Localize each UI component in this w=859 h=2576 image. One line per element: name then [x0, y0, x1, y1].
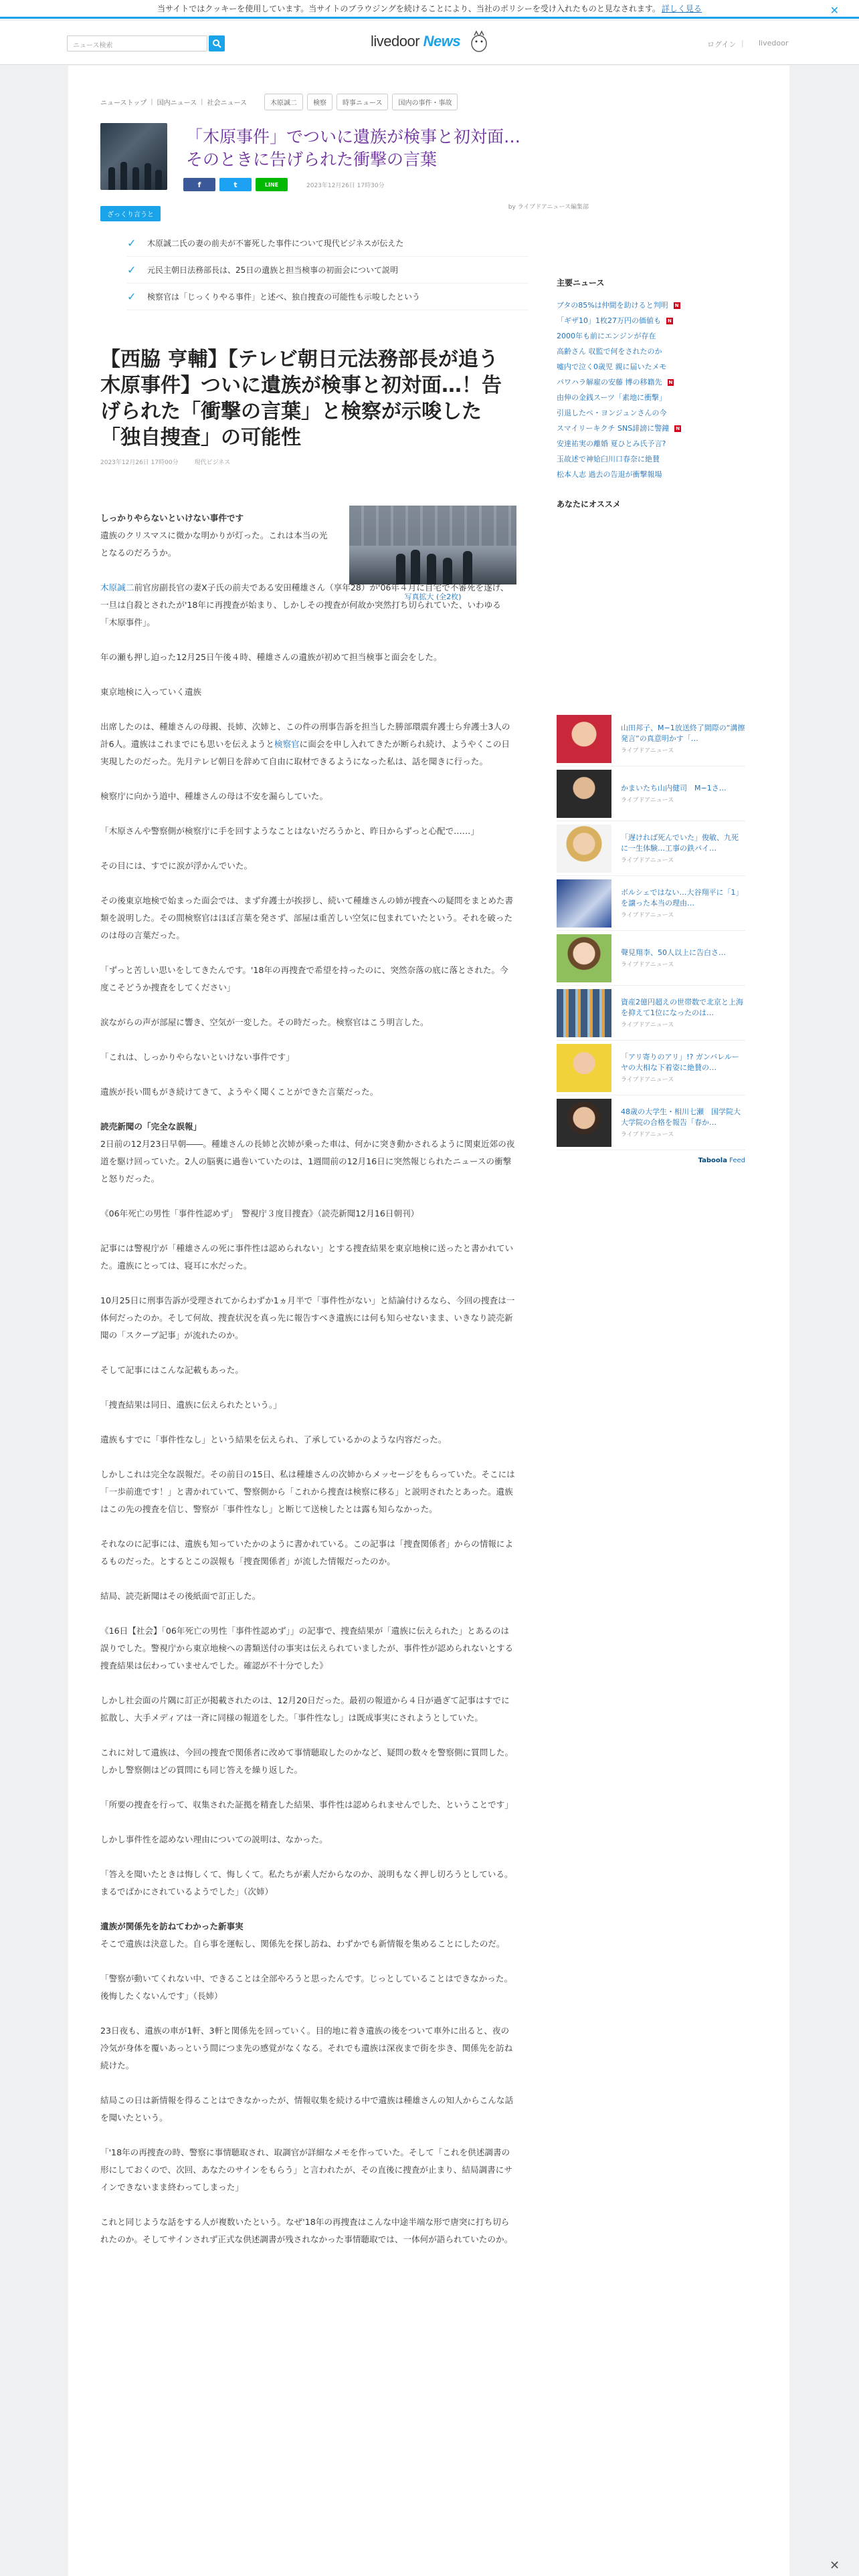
- ranking-item-label: 由伸の金銭スーツ「素地に衝撃」: [557, 393, 667, 402]
- tag[interactable]: 国内の事件・事故: [392, 94, 458, 110]
- ranking-item-label: 嘘内で泣く0歳児 親に届いたメモ: [557, 362, 667, 371]
- recommend-title-text[interactable]: 資産2億円超えの世帯数で北京と上海を抑えて1位になったのは…: [621, 998, 743, 1017]
- tag[interactable]: 検察: [307, 94, 332, 110]
- search-icon: [212, 39, 221, 48]
- breadcrumb-separator: |: [151, 98, 153, 106]
- body-paragraph: しかしこれは完全な誤報だ。その前日の15日、私は種雄さんの次姉からメッセージをもらっていた。そこには「一歩前進です！」と書かれていて、警察側から「これから捜査は検察に移る」と説明されたとあった。遺族はこの先の捜査を信じ、警察が「事件性なし」と断じて送検したとは露も知らなかった。: [100, 1469, 515, 1514]
- ranking-list: [557, 298, 745, 482]
- ranking-item[interactable]: [557, 451, 745, 467]
- body-paragraph: 「これは、しっかりやらないといけない事件です」: [100, 1052, 294, 1062]
- recommend-source: ライブドアニュース: [621, 1132, 674, 1138]
- facebook-share-button[interactable]: f: [183, 178, 215, 191]
- ranking-item-label: 玉故述で神姶臼川口春奈に絶賛: [557, 455, 660, 463]
- recommend-source: ライブドアニュース: [621, 962, 674, 968]
- recommend-source: ライブドアニュース: [621, 797, 674, 804]
- recommend-source: ライブドアニュース: [621, 912, 674, 919]
- body-paragraph: そして記事にはこんな記載もあった。: [100, 1365, 244, 1375]
- article-thumbnail[interactable]: [100, 123, 167, 190]
- search-button[interactable]: [209, 35, 225, 51]
- ranking-item[interactable]: [557, 405, 745, 421]
- recommend-title-text[interactable]: 48歳の大学生・相川七瀬 国学院大大学院の合格を報告「春か…: [621, 1107, 741, 1127]
- ranking-item[interactable]: [557, 344, 745, 359]
- body-paragraph: 「ずっと苦しい思いをしてきたんです。'18年の再捜査で希望を持ったのに、突然奈落の底に落とされた。今度こそどうか捜査をしてください」: [100, 965, 508, 992]
- divider: |: [741, 39, 744, 47]
- ranking-item[interactable]: [557, 298, 745, 313]
- body-paragraph: 年の瀬も押し迫った12月25日午後４時、種雄さんの遺族が初めて担当検事と面会をした。: [100, 652, 442, 662]
- check-icon: ✓: [127, 263, 136, 276]
- site-header: [0, 21, 859, 65]
- summary-item: ✓ 木原誠二氏の妻の前夫が不審死した事件について現代ビジネスが伝えた: [127, 230, 529, 257]
- recommend-thumbnail[interactable]: [557, 1099, 611, 1147]
- tag[interactable]: 木原誠二: [264, 94, 303, 110]
- recommend-thumbnail[interactable]: [557, 715, 611, 763]
- body-paragraph: 「所要の捜査を行って、収集された証拠を精査した結果、事件性は認められませんでした、ということです」: [100, 1800, 513, 1810]
- tag[interactable]: 時事ニュース: [337, 94, 389, 110]
- body-heading: 読売新聞の「完全な誤報」: [100, 1121, 202, 1132]
- body-paragraph: 木原誠二前官房副長官の妻X子氏の前夫である安田種雄さん（享年28）が'06年４月に自宅で不審死を遂げ、一旦は自殺とされたが'18年に再捜査が始まり、しかしその捜査が何故か突然打ち切られていた、いわゆる「木原事件」。: [100, 582, 509, 627]
- body-paragraph: 東京地検に入っていく遺族: [100, 687, 202, 697]
- article-title: 「木原事件」でついに遺族が検事と初対面…そのときに告げられた衝撃の言葉: [186, 127, 521, 169]
- ranking-item[interactable]: [557, 359, 745, 374]
- ranking-item[interactable]: [557, 328, 745, 344]
- body-paragraph: 遺族が長い間もがき続けてきて、ようやく聞くことができた言葉だった。: [100, 1087, 379, 1097]
- recommend-thumbnail[interactable]: [557, 825, 611, 873]
- body-paragraph: しかし社会面の片隅に訂正が掲載されたのは、12月20日だった。最初の報道から４日が過ぎて記事はすでに拡散し、大手メディアは一斉に同様の報道をした。「事件性なし」は既成事実にされようとしていた。: [100, 1695, 510, 1723]
- breadcrumb: [100, 94, 458, 110]
- breadcrumb-separator: |: [201, 98, 203, 106]
- recommend-source: ライブドアニュース: [621, 1022, 674, 1029]
- recommend-item[interactable]: [557, 766, 745, 821]
- body-paragraph: 結局この日は新情報を得ることはできなかったが、情報収集を続ける中で遺族は種雄さんの知人からこんな話を聞いたという。: [100, 2095, 514, 2123]
- cookie-more-link[interactable]: 詳しく見る: [661, 4, 702, 13]
- article-source: by ライブドアニュース編集部: [508, 204, 589, 211]
- new-badge-icon: N: [668, 379, 673, 385]
- recommend-item[interactable]: [557, 876, 745, 931]
- body-paragraph: これに対して遺族は、今回の捜査で関係者に改めて事情聴取したのかなど、疑問の数々を警察側に質問した。しかし警察側はどの質問にも同じ答えを繰り返した。: [100, 1747, 514, 1775]
- body-paragraph: その後東京地検で始まった面会では、まず弁護士が挨拶し、続いて種雄さんの姉が捜査への疑問をまとめた書類を説明した。その間検察官はほぼ言葉を発さず、部屋は重苦しい空気に包まれていたという。それを破ったのは母の言葉だった。: [100, 895, 514, 940]
- body-paragraph: 涙ながらの声が部屋に響き、空気が一変した。その時だった。検察官はこう明言した。: [100, 1017, 429, 1027]
- recommend-thumbnail[interactable]: [557, 770, 611, 818]
- body-paragraph: 遺族のクリスマスに微かな明かりが灯った。これは本当の光となるのだろうか。: [100, 530, 328, 558]
- recommend-thumbnail[interactable]: [557, 934, 611, 982]
- site-logo[interactable]: [371, 33, 460, 50]
- body-paragraph: それなのに記事には、遺族も知っていたかのように書かれている。この記事は「捜査関係者」からの情報によるものだった。とするとこの誤報も「捜査関係者」が流した情報だったのか。: [100, 1539, 514, 1566]
- recommend-title: あなたにオススメ: [557, 500, 621, 509]
- ranking-item[interactable]: [557, 436, 745, 451]
- ranking-title: 主要ニュース: [557, 278, 605, 288]
- body-paragraph: 「木原さんや警察側が検察庁に手を回すようなことはないだろうかと、昨日からずっと心配で……」: [100, 826, 479, 836]
- ranking-item-label: 松本人志 過去の告退が衝撃報場: [557, 470, 662, 479]
- body-paragraph: 「捜査結果は同日、遺族に伝えられたという。」: [100, 1400, 282, 1410]
- recommend-item[interactable]: [557, 1095, 745, 1150]
- body-paragraph: 《16日【社会】「06年死亡の男性「事件性認めず」」の記事で、捜査結果が「遺族に伝えられた」とあるのは誤りでした。警視庁から東京地検への書類送付の事実は伝えられていましたが、事件性が認められないとする捜査結果は伝わっていませんでした。確認が不十分でした》: [100, 1626, 514, 1671]
- ranking-item[interactable]: [557, 390, 745, 405]
- recommend-item[interactable]: [557, 1041, 745, 1095]
- recommend-thumbnail[interactable]: [557, 879, 611, 928]
- recommend-title-text[interactable]: 山田邦子、M−1放送終了間際の“溝擦発言”の真意明かす「…: [621, 724, 745, 743]
- body-heading: しっかりやらないといけない事件です: [100, 513, 244, 523]
- new-badge-icon: N: [668, 318, 672, 324]
- recommend-source: ライブドアニュース: [621, 857, 674, 864]
- recommend-item[interactable]: [557, 931, 745, 986]
- body-paragraph: 「答えを聞いたときは悔しくて、悔しくて。私たちが素人だからなのか、説明もなく押し切ろうとしている。まるでばかにされているようでした」（次姉）: [100, 1869, 513, 1897]
- meta-date: 2023年12月26日 17時00分: [100, 459, 179, 466]
- summary-item: ✓ 元民主朝日法務部長は、25日の遺族と担当検事の初面会について説明: [127, 257, 529, 284]
- close-icon[interactable]: ✕: [830, 4, 839, 17]
- recommend-title-text[interactable]: ボルシェではない…大谷翔平に「1」を譲った本当の理由…: [621, 888, 743, 907]
- recommend-source: ライブドアニュース: [621, 748, 674, 754]
- check-icon: ✓: [127, 290, 136, 303]
- body-paragraph: 「警察が動いてくれない中、できることは全部やろうと思ったんです。じっとしていることはできなかった。後悔したくないんです」（長姉）: [100, 1973, 513, 2001]
- body-paragraph: 23日夜も、遺族の車が1軒、3軒と関係先を回っていく。目的地に着き遺族の後をついて車外に出ると、夜の冷気が身体を覆いあっという間につま先の感覚がなくなる。それでも遺族は深夜まで街を歩き、関係先を訪ね続けた。: [100, 2026, 513, 2070]
- page-container: [68, 66, 789, 2576]
- ranking-item-label: 2000年も前にエンジンが存在: [557, 332, 656, 340]
- body-paragraph: 出席したのは、種雄さんの母親、長姉、次姉と、この件の刑事告訴を担当した勝部環震弁護士ら弁護士3人の計6人。遺族はこれまでにも思いを伝えようと検察官に面会を申し入れてきたが断られ続け、ようやくこの日実現したのだった。先月テレビ朝日を辞めて自由に取材できるようになった私は、話を聞きに行った。: [100, 722, 510, 766]
- recommend-source: ライブドアニュース: [621, 1077, 674, 1083]
- inline-link[interactable]: 検察官: [274, 739, 300, 749]
- recommend-thumbnail[interactable]: [557, 1044, 611, 1092]
- article-headline: 【西脇 亨輔】【テレビ朝日元法務部長が追う木原事件】ついに遺族が検事と初対面…！告げられた「衝撃の言葉」と検察が示唆した「独自捜査」の可能性: [100, 348, 502, 449]
- logo-news: News: [423, 33, 461, 49]
- cookie-text: 当サイトではクッキーを使用しています。当サイトのブラウジングを続けることにより、当社のポリシーを受け入れたものと見なされます。: [157, 4, 660, 13]
- summary-badge: ざっくり言うと: [100, 206, 161, 221]
- ranking-item[interactable]: [557, 313, 745, 328]
- meta-source[interactable]: 現代ビジネス: [194, 459, 231, 466]
- ranking-item[interactable]: [557, 421, 745, 436]
- taboola-feed-link[interactable]: Taboola Feed: [698, 1157, 745, 1164]
- ranking-item[interactable]: [557, 374, 745, 390]
- recommend-thumbnail[interactable]: [557, 989, 611, 1037]
- line-share-button[interactable]: LINE: [256, 178, 288, 191]
- ranking-item-label: 引退したペ・ヨンジュンさんの今: [557, 409, 667, 417]
- share-buttons: [183, 178, 288, 191]
- logo-main: livedoor: [371, 33, 420, 49]
- body-paragraph: 結局、読売新聞はその後紙面で訂正した。: [100, 1591, 261, 1601]
- body-paragraph: その目には、すでに涙が浮かんでいた。: [100, 861, 253, 871]
- ranking-item-label: パワハラ解雇の安藤 博の移籍先: [557, 378, 662, 387]
- summary-item: ✓ 検察官は「じっくりやる事件」と述べ、独自捜査の可能性も示唆したという: [127, 284, 529, 310]
- article-body: [100, 510, 516, 2266]
- ranking-item[interactable]: [557, 467, 745, 482]
- publish-date: 2023年12月26日 17時30分: [306, 183, 385, 189]
- recommend-item[interactable]: [557, 821, 745, 876]
- sidebar: [557, 277, 745, 1164]
- twitter-share-button[interactable]: t: [219, 178, 252, 191]
- livedoor-link[interactable]: livedoor: [759, 39, 789, 47]
- ranking-item-label: 高齢さん 収監で何をされたのか: [557, 347, 662, 356]
- search-input[interactable]: ニュース検索: [67, 35, 207, 51]
- breadcrumb-item[interactable]: 社会ニュース: [207, 100, 247, 107]
- check-icon: ✓: [127, 237, 136, 249]
- body-paragraph: 「'18年の再捜査の時、警察に事情聴取され、取調官が詳細なメモを作っていた。そして「これを供述調書の形にしておくので、次回、あなたのサインをもらう」と言われたが、その直後に捜査が止まり、結局調書にサインできないまま終わってしまった」: [100, 2147, 512, 2192]
- body-paragraph: 10月25日に刑事告訴が受理されてからわずか1ヵ月半で「事件性がない」と結論付けるなら、今回の捜査は一体何だったのか。そして何故、捜査状況を真っ先に報告すべき遺族には何も知らせないまま、いきなり読売新聞の「スクープ記事」が流れたのか。: [100, 1295, 515, 1340]
- body-paragraph: 検察庁に向かう道中、種雄さんの母は不安を漏らしていた。: [100, 791, 328, 801]
- body-paragraph: そこで遺族は決意した。自ら事を運転し、関係先を探し訪ね、わずかでも新情報を集めることにしたのだ。: [100, 1939, 505, 1949]
- inline-link[interactable]: 木原誠二: [100, 582, 134, 593]
- breadcrumb-item[interactable]: ニューストップ: [100, 100, 147, 107]
- login-link[interactable]: ログイン: [707, 40, 737, 49]
- new-badge-icon: N: [676, 425, 680, 431]
- body-paragraph: 記事には警視庁が「種雄さんの死に事件性は認められない」とする捜査結果を東京地検に送ったと書かれていた。遺族にとっては、寝耳に水だった。: [100, 1243, 514, 1271]
- recommend-item[interactable]: [557, 986, 745, 1041]
- breadcrumb-item[interactable]: 国内ニュース: [157, 100, 197, 107]
- ranking-item-label: 安達祐実の離婚 夏ひとみ氏予言?: [557, 439, 666, 448]
- ranking-item-label: スマイリーキクチ SNS誹謗に警鐘: [557, 424, 670, 433]
- recommend-title-text[interactable]: 聲見翔李、50人以上に告白さ…: [621, 948, 726, 957]
- recommend-title-text[interactable]: 「アリ寄りのアリ」!? ガンバレルーヤの大相な下着姿に絶賛の…: [621, 1053, 739, 1072]
- body-heading: 遺族が関係先を訪ねてわかった新事実: [100, 1921, 244, 1931]
- mascot-icon: [470, 30, 488, 53]
- photo-enlarge-link[interactable]: 写真拡大 (全2枚): [404, 593, 462, 601]
- recommend-item[interactable]: [557, 712, 745, 766]
- body-paragraph: 2日前の12月23日早朝――。種雄さんの長姉と次姉が乗った車は、何かに突き動かされるように関東近郊の夜道を駆け回っていた。2人の脳裏に過巻いていたのは、1週間前の12月16日に突然報じられたニュースの衝撃と怒りだった。: [100, 1139, 515, 1184]
- close-icon[interactable]: ✕: [830, 2559, 840, 2573]
- cookie-bar: [0, 0, 859, 19]
- summary-list: [127, 230, 529, 310]
- new-badge-icon: N: [674, 302, 679, 308]
- body-paragraph: 《06年死亡の男性「事件性認めず」 警視庁３度目捜査》（読売新聞12月16日朝刊）: [100, 1208, 419, 1218]
- recommend-list: [557, 712, 745, 1150]
- body-paragraph: しかし事件性を認めない理由についての説明は、なかった。: [100, 1834, 328, 1844]
- body-paragraph: これと同じような話をする人が複数いたという。なぜ'18年の再捜査はこんな中途半端な形で唐突に打ち切られたのか。そしてサインされず正式な供述調書が残されなかった事情聴取では、一体何が語られていたのか。: [100, 2217, 513, 2244]
- recommend-title-text[interactable]: かまいたち山内健司 M−1さ…: [621, 784, 727, 792]
- ranking-item-label: ブタの85%は仲間を助けると判明: [557, 301, 668, 310]
- article-meta: [100, 457, 230, 466]
- recommend-title-text[interactable]: 「遅ければ死んでいた」俊敏、九死に一生体験…工事の鉄パイ…: [621, 833, 739, 853]
- body-paragraph: 遺族もすでに「事件性なし」という結果を伝えられ、了承しているかのような内容だった。: [100, 1434, 447, 1444]
- ranking-item-label: 「ギザ10」1枚27万円の価値も: [557, 316, 661, 325]
